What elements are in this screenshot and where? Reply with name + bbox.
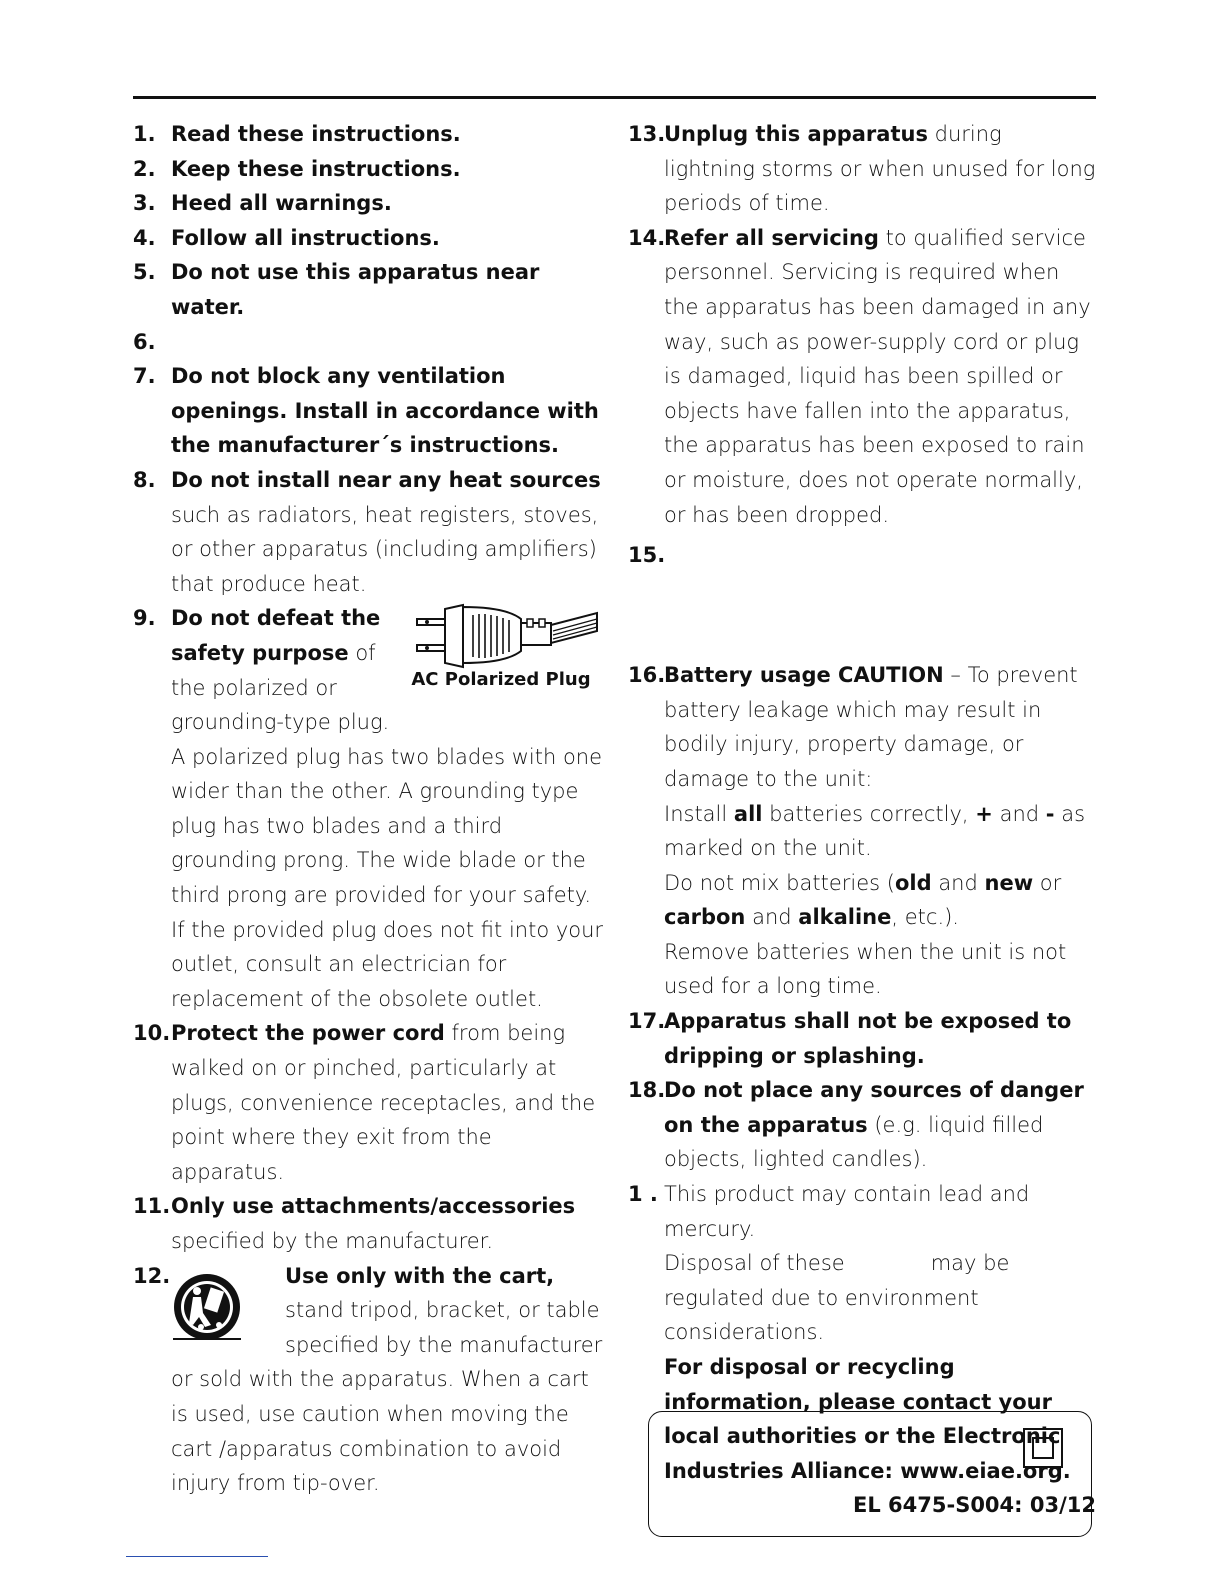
polarized-plug-figure: [401, 601, 607, 725]
battery-remove-line: Remove batteries when the unit is not used for a long time.: [664, 939, 1067, 999]
list-item: 2. Keep these instructions.: [133, 156, 461, 181]
footnote-rule: [126, 1556, 268, 1557]
list-item: 14. Refer all servicing to qualified service personnel. Servicing is required when the apparatus has been damaged in any way, such as power-supply cord or plug is damaged, liquid has been spilled or objects have fallen into the apparatus, the apparatus has been exposed to rain or moisture, does not operate normally, or has been dropped.: [628, 225, 1091, 527]
cart-warning-figure: [171, 1267, 275, 1355]
list-item: 12. Use only with the cart, stand tripod, bracket, or table specified by the manufacturer or sold with the apparatus. When a cart is used, use caution when moving the cart /apparatus combination to avoid injury from tip-over.: [133, 1263, 603, 1496]
battery-install-line: Install all batteries correctly, + and - as marked on the unit.: [664, 801, 1086, 861]
document-code: EL 6475-S004: 03/12: [853, 1493, 1096, 1518]
list-item: 16. Battery usage CAUTION – To prevent battery leakage which may result in bodily injury, property damage, or damage to the unit: Install all batteries correctly, + and - as marked on the unit. Do not mix batteries (old and new or carbon and alkaline, etc.). Remove batteries when the unit is not used for a long time.: [628, 658, 1096, 1004]
disposal-contact: For disposal or recycling information, please contact your local authorities or the Electronic Industries Alliance: www.eiae.org.: [664, 1355, 1071, 1483]
disposal-line: Disposal of these may be regulated due to environment considerations.: [664, 1251, 1010, 1345]
list-item: 18. Do not place any sources of danger on the apparatus (e.g. liquid filled objects, lighted candles).: [628, 1078, 1084, 1172]
cart-tipover-icon: [171, 1267, 271, 1347]
list-item: 7. Do not block any ventilation openings. Install in accordance with the manufacturer´s instructions.: [133, 364, 599, 458]
list-item: 6.: [133, 329, 156, 354]
list-item: 17. Apparatus shall not be exposed to dripping or splashing.: [628, 1009, 1072, 1068]
plug-caption: AC Polarized Plug: [411, 669, 591, 691]
list-item: 13. Unplug this apparatus during lightning storms or when unused for long periods of time.: [628, 122, 1096, 216]
list-item: 11. Only use attachments/accessories specified by the manufacturer.: [133, 1194, 576, 1253]
list-item: 8. Do not install near any heat sources such as radiators, heat registers, stoves, or other apparatus (including amplifiers) that produce heat.: [133, 467, 601, 596]
list-item: 3. Heed all warnings.: [133, 191, 392, 216]
left-column: [133, 117, 607, 1501]
right-column: [628, 117, 1096, 1523]
top-rule: [133, 96, 1096, 99]
plug-icon: [401, 601, 601, 671]
list-item: 5. Do not use this apparatus near water.: [133, 260, 540, 319]
list-item: 9. AC Polarized Plug Do not defeat the safety purpose of the polarized or grounding-type plug. A polarized plug has two blades with one wider than the other. A grounding type plug has two blades and a third grounding prong. The wide blade or the third prong are provided for your safety. If the provided plug does not fit into your outlet, consult an electrician for replacement of the obsolete outlet.: [133, 601, 607, 1016]
class-ii-symbol-icon: [1023, 1428, 1063, 1468]
label-box: [648, 1411, 1092, 1537]
list-item: 1. Read these instructions.: [133, 117, 607, 152]
battery-mix-line: Do not mix batteries (old and new or carbon and alkaline, etc.).: [664, 870, 1062, 930]
list-item: 15.: [628, 543, 666, 568]
list-item: 10. Protect the power cord from being walked on or pinched, particularly at plugs, convenience receptacles, and the point where they exit from the apparatus.: [133, 1021, 596, 1184]
item-number: 1.: [133, 122, 156, 146]
list-item: 1 . This product may contain lead and mercury. Disposal of these may be regulated due to environment considerations. For disposal or recycling information, please contact your local authorities or the Electronic Industries Alliance: www.eiae.org.: [628, 1177, 1096, 1488]
list-item: 4. Follow all instructions.: [133, 225, 440, 250]
